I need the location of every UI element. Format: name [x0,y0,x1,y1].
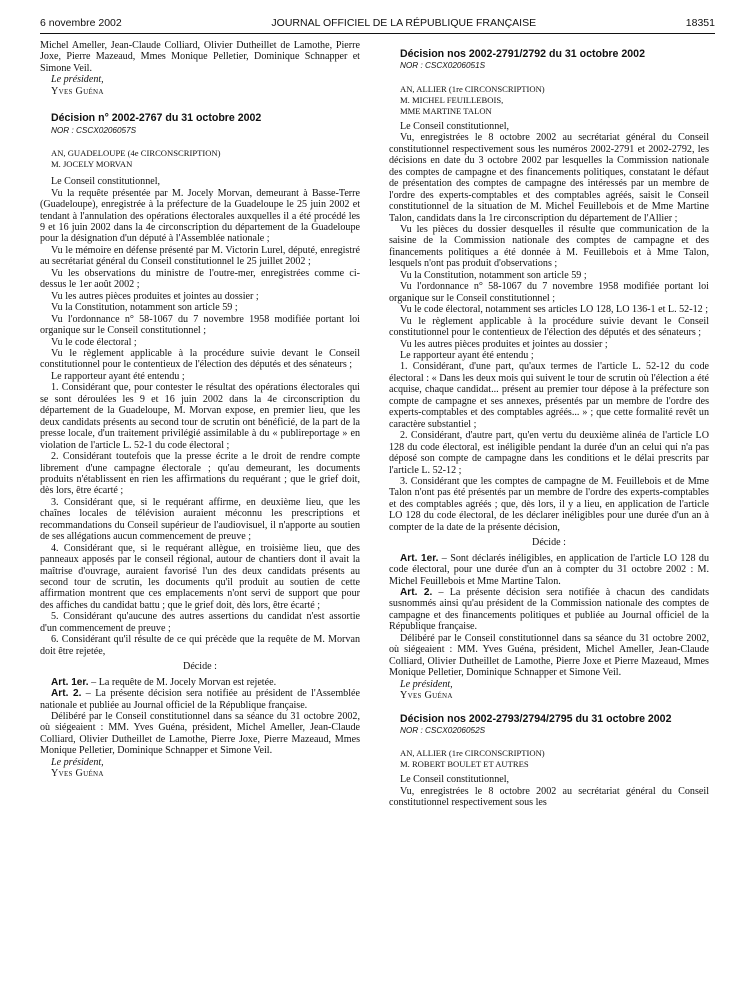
candidate-line: M. JOCELY MORVAN [51,159,133,170]
paragraph: 3. Considérant que les comptes de campagne de M. Feuillebois et de Mme Talon n'ont pas été présentés par un membre de l'ordre des experts-comptables et des comptables agréés ; que, dès lors, il y a lieu, en application de l'article LO 128 du code électoral, de les déclarer inéligibles pour une durée d'un an à compter de la date de la présente décision, [389,475,709,533]
paragraph: 1. Considérant, d'une part, qu'aux termes de l'article L. 52-12 du code électoral : « Dans les deux mois qui suivent le tour de scrutin où l'élection a été acquise, chaque candidat... présent au premier tour dépose à la préfecture son compte de campagne et ses annexes, présentés par un membre de l'ordre des experts-comptables et des comptables agréés... » ; que cette formalité revêt un caractère substantiel ; [389,361,709,430]
nor-reference [389,60,709,71]
right-column [389,40,709,990]
left-column [40,40,360,990]
paragraph: Vu l'ordonnance n° 58-1067 du 7 novembre 1958 modifiée portant loi organique sur le Conseil constitutionnel ; [389,281,709,304]
article-1 [389,553,709,587]
decision-title: Décision nos 2002-2793/2794/2795 du 31 octobre 2002 [400,712,672,725]
circonscription-line: AN, GUADELOUPE (4e CIRCONSCRIPTION) [51,148,221,159]
article-2 [389,587,709,633]
article-label: Art. 2. [400,587,433,599]
paragraph: Vu le règlement applicable à la procédure suivie devant le Conseil constitutionnel pour le contentieux de l'élection des députés et des sénateurs ; [40,347,360,371]
paragraph: Vu la requête présentée par M. Jocely Morvan, demeurant à Basse-Terre (Guadeloupe), enregistrée à la préfecture de la Guadeloupe le 25 juin 2002 et tendant à l'annulation des opérations électorales auxquelles il a été procédé les 9 et 16 juin 2002 dans la 4e circonscription du département de la Guadeloupe pour la désignation d'un député à l'Assemblée nationale ; [40,187,360,245]
paragraph: Vu l'ordonnance n° 58-1067 du 7 novembre 1958 modifiée portant loi organique sur le Conseil constitutionnel ; [40,313,360,337]
header-date: 6 novembre 2002 [40,17,122,29]
running-header [40,16,715,30]
decide-heading: Décide : [532,537,566,549]
nor-reference [389,725,709,736]
paragraph: Le Conseil constitutionnel, [400,774,510,786]
paragraph: Vu le mémoire en défense présenté par M. Victorin Lurel, député, enregistré au secrétariat général du Conseil constitutionnel le 25 juillet 2002 ; [40,244,360,268]
article-text: – La requête de M. Jocely Morvan est rejetée. [88,676,277,688]
article-2 [40,688,360,711]
paragraph: 2. Considérant, d'autre part, qu'en vertu du deuxième alinéa de l'article LO 128 du code électoral, est inéligible pendant la durée d'un an celui qui n'a pas déposé son compte de campagne dans les conditions et le délai prescrits par l'article L. 52-12 ; [389,430,709,476]
paragraph: Vu les observations du ministre de l'outre-mer, enregistrées comme ci-dessus le 1er août 2002 ; [40,267,360,291]
paragraph: Vu les pièces du dossier desquelles il résulte que communication de la saisine de la Commission nationale des comptes de campagne et des financements politiques a été donnée à M. Feuillebois et à Mme Talon, lesquels n'ont pas produit d'observations ; [389,223,709,270]
deliberation: Délibéré par le Conseil constitutionnel dans sa séance du 31 octobre 2002, où siégeaient : MM. Yves Guéna, président, Michel Ameller, Jean-Claude Colliard, Olivier Dutheillet de Lamothe, Pierre Joxe, Pierre Mazeaud, Mmes Monique Pelletier, Dominique Schnapper et Simone Veil. [40,711,360,757]
paragraph: 4. Considérant que, si le requérant allègue, en troisième lieu, que des panneaux apposés par le conseil régional, autour de chantiers dont il avait la maîtrise d'ouvrage, auraient favorisé l'un des deux candidats présents au second tour de scrutin, les documents qu'il produit au soutien de cette affirmation montrent que ces emplacements n'ont servi de support que pour des affiches du candidat battu ; que le grief doit, dès lors, être écarté ; [40,542,360,611]
signature-name: Yves Guéna [51,85,104,97]
header-rule [40,33,715,34]
signature-name: Yves Guéna [51,768,104,780]
paragraph: 2. Considérant toutefois que la presse écrite a le droit de rendre compte librement d'une campagne électorale ; qu'au demeurant, les documents produits n'établissent en rien les affirmations du requérant ; que le grief doit, dès lors, être écarté ; [40,451,360,497]
paragraph: Le Conseil constitutionnel, [400,120,510,132]
circonscription-line: AN, ALLIER (1re CIRCONSCRIPTION) [400,748,545,759]
intro-members: Michel Ameller, Jean-Claude Colliard, Olivier Dutheillet de Lamothe, Pierre Joxe, Pierre Mazeaud, Mmes Monique Pelletier, Dominique Schnapper et Simone Veil. [40,40,360,74]
article-text: – La présente décision sera notifiée à chacun des candidats susnommés ainsi qu'au président de la Commission nationale des comptes de campagne et des financements politiques et publiée au Journal officiel de la République française. [389,587,709,633]
decision-body [389,121,709,533]
signature-role: Le président, [400,678,453,690]
circonscription-line: AN, ALLIER (1re CIRCONSCRIPTION) [400,83,545,94]
decision-title: Décision n° 2002-2767 du 31 octobre 2002 [51,112,262,125]
nor-text: NOR : CSCX0206051S [400,61,486,71]
candidate-line: M. ROBERT BOULET ET AUTRES [400,759,529,770]
header-journal: JOURNAL OFFICIEL DE LA RÉPUBLIQUE FRANÇAISE [271,17,537,29]
paragraph: Vu les autres pièces produites et jointes au dossier ; [51,290,259,302]
candidate-line: M. MICHEL FEUILLEBOIS, [400,94,504,105]
paragraph: Vu, enregistrées le 8 octobre 2002 au secrétariat général du Conseil constitutionnel respectivement sous les [389,785,709,809]
signature-role: Le président, [51,756,104,768]
paragraph: Vu la Constitution, notamment son article 59 ; [400,269,587,281]
paragraph: Vu la Constitution, notamment son article 59 ; [51,302,238,314]
paragraph: Vu, enregistrées le 8 octobre 2002 au secrétariat général du Conseil constitutionnel respectivement sous les numéros 2002-2791 et 2002-2792, les décisions en date du 3 octobre 2002 par lesquelles la Commission nationale des comptes de campagne et des financements politiques, constatant le défaut de présentation des comptes de campagne des intéressés par un membre de l'ordre des experts-comptables et des comptables agréés, saisit le Conseil constitutionnel de la situation de M. Michel Feuillebois et de Mme Martine Talon, candidats dans la 1re circonscription du département de l'Allier ; [389,132,709,224]
paragraph: 3. Considérant que, si le requérant affirme, en deuxième lieu, que les chaînes locales de télévision auraient méconnu les prescriptions et recommandations du Conseil supérieur de l'audiovisuel, il n'apporte au soutien de ses allégations aucun commencement de preuve ; [40,496,360,543]
paragraph: Le Conseil constitutionnel, [51,176,161,188]
decide-heading: Décide : [183,661,217,673]
candidate-line: MME MARTINE TALON [400,105,492,116]
article-label: Art. 1er. [400,552,439,564]
paragraph: Vu le règlement applicable à la procédure suivie devant le Conseil constitutionnel pour le contentieux de l'élection des députés et des sénateurs ; [389,315,709,339]
paragraph: 6. Considérant qu'il résulte de ce qui précède que la requête de M. Morvan doit être rejetée, [40,634,360,657]
article-text: – La présente décision sera notifiée au président de l'Assemblée nationale et publiée au Journal officiel de la République française. [40,688,360,711]
decision-title: Décision nos 2002-2791/2792 du 31 octobre 2002 [400,48,645,60]
paragraph: Vu les autres pièces produites et jointes au dossier ; [400,338,608,350]
paragraph: Le rapporteur ayant été entendu ; [51,370,185,382]
article-label: Art. 1er. [51,676,89,688]
decision-body [40,176,360,657]
nor-text: NOR : CSCX0206057S [51,125,137,135]
nor-text: NOR : CSCX0206052S [400,726,486,736]
signature-role: Le président, [51,74,104,86]
paragraph: 1. Considérant que, pour contester le résultat des opérations électorales qui se sont déroulées les 9 et 16 juin 2002 dans la 4e circonscription du département de la Guadeloupe, M. Morvan expose, en premier lieu, que les deux candidats présents au second tour de scrutin ont bénéficié, de la part de la presse locale, d'un traitement privilégié assimilable à du « publireportage » en violation de l'article L. 52-1 du code électoral ; [40,382,360,451]
paragraph: 5. Considérant qu'aucune des autres assertions du candidat n'est assortie d'un commencement de preuve ; [40,611,360,634]
article-text: – Sont déclarés inéligibles, en application de l'article LO 128 du code électoral, pour une durée d'un an à compter du 31 octobre 2002 : M. Michel Feuillebois et Mme Martine Talon. [389,552,709,587]
signature-name: Yves Guéna [400,690,453,702]
nor-reference [40,125,360,136]
paragraph: Le rapporteur ayant été entendu ; [400,349,534,361]
deliberation: Délibéré par le Conseil constitutionnel dans sa séance du 31 octobre 2002, où siégeaient : MM. Yves Guéna, président, Michel Ameller, Jean-Claude Colliard, Olivier Dutheillet de Lamothe, Pierre Joxe et Pierre Mazeaud, Mmes Monique Pelletier, Dominique Schnapper et Simone Veil. [389,632,709,679]
paragraph: Vu le code électoral, notamment ses articles LO 128, LO 136-1 et L. 52-12 ; [400,304,709,316]
header-page-number: 18351 [685,17,715,29]
paragraph: Vu le code électoral ; [51,336,137,348]
article-1 [40,677,360,688]
article-label: Art. 2. [51,688,82,700]
